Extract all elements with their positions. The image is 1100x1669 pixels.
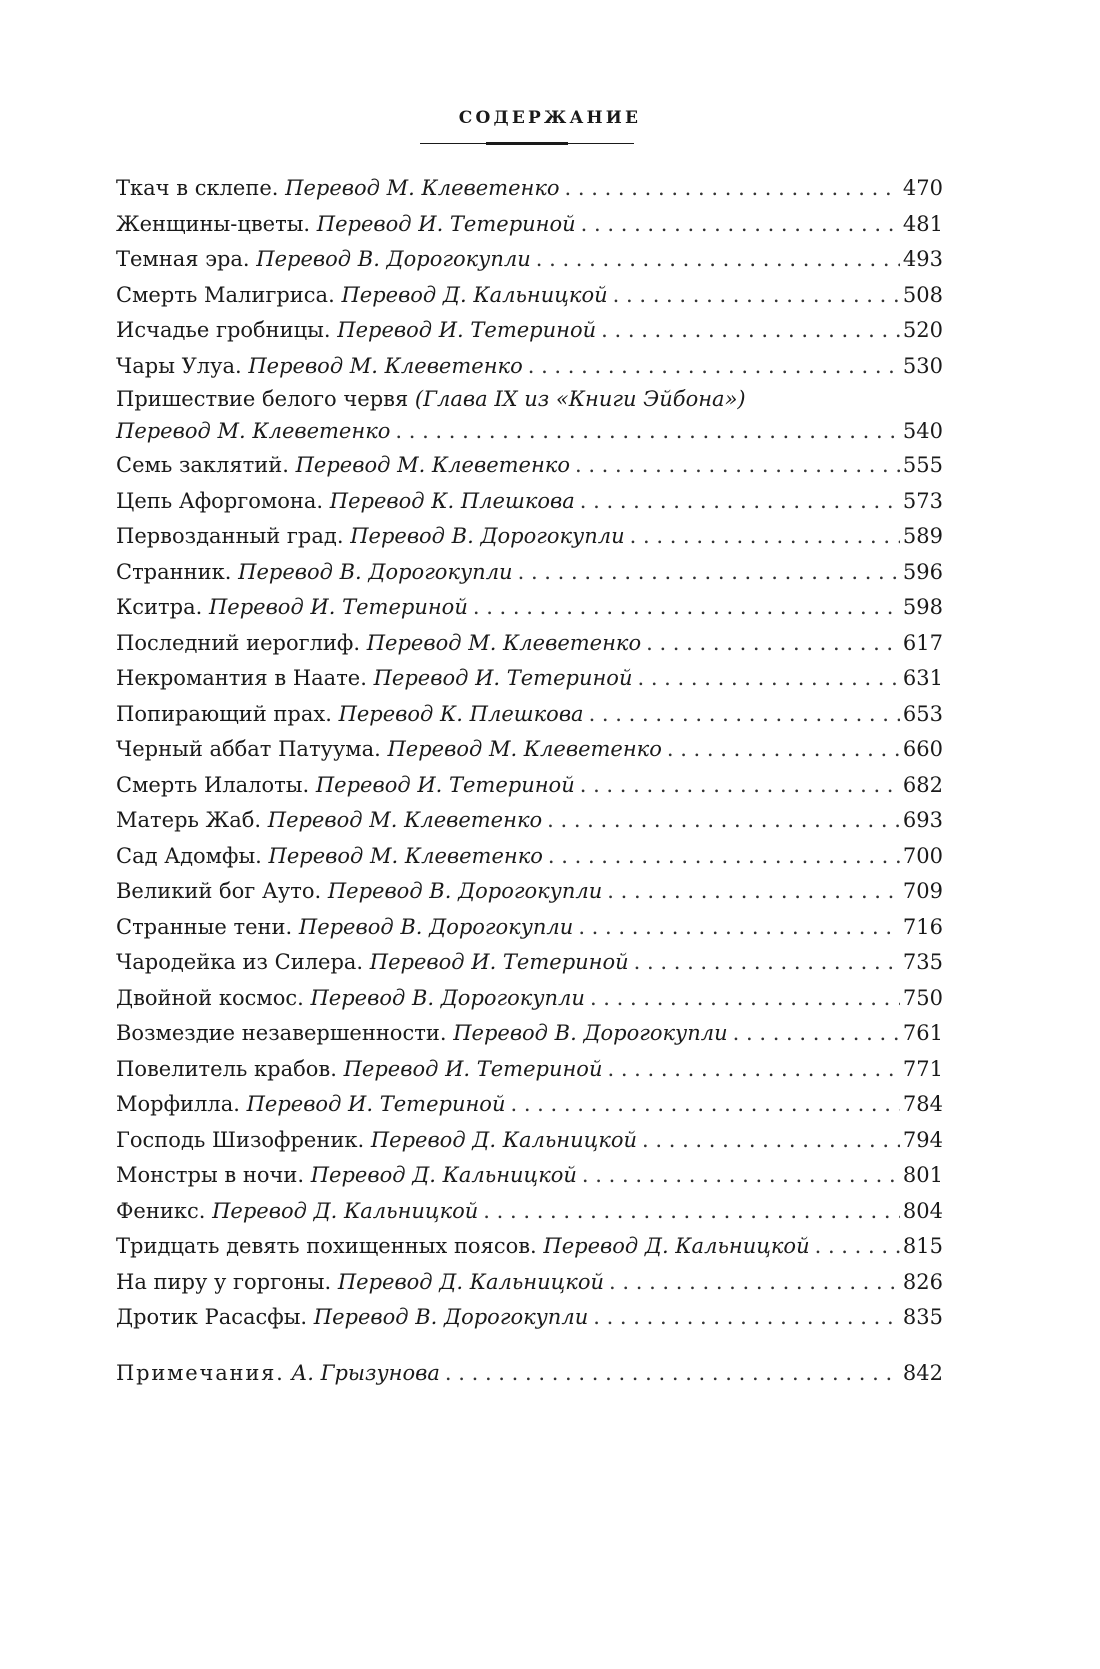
- toc-entry-title: Черный аббат Патуума.: [116, 737, 381, 761]
- toc-entry-translator: Перевод Д. Кальницкой: [310, 1163, 577, 1187]
- toc-entry-leader: [548, 839, 900, 875]
- toc-entry-notes[interactable]: [116, 1356, 943, 1392]
- toc-entry-leader: [630, 519, 900, 555]
- toc-entry-title: Исчадье гробницы.: [116, 318, 331, 342]
- toc-entry[interactable]: [116, 555, 943, 591]
- toc-entry-translator: Перевод Д. Кальницкой: [337, 1269, 605, 1294]
- toc-entry-title: Тридцать девять похищенных поясов.: [116, 1234, 537, 1258]
- toc-entry[interactable]: [116, 171, 943, 207]
- toc-entry-page: 598: [902, 595, 943, 619]
- toc-entry-translator: Перевод И. Тетериной: [246, 1092, 506, 1116]
- toc-entry-leader: [607, 1052, 899, 1088]
- toc-entry[interactable]: [116, 448, 943, 484]
- toc-entry-leader: [601, 313, 900, 349]
- toc-entry-page: 804: [902, 1198, 943, 1223]
- toc-entry-title: Дротик Расасфы.: [116, 1305, 308, 1329]
- toc-entry-title: Последний иероглиф.: [116, 630, 361, 655]
- toc-entry-page: 493: [902, 247, 943, 271]
- toc-entry-page: 573: [902, 488, 943, 513]
- toc-entry-title: Некромантия в Наате.: [116, 666, 367, 690]
- toc-entry-leader: [607, 874, 900, 910]
- toc-entry-page: 617: [902, 630, 943, 655]
- toc-entry-translator: Перевод В. Дорогокупли: [298, 914, 574, 939]
- toc-entry-page: 801: [902, 1163, 943, 1187]
- toc-entry-leader: [634, 945, 900, 981]
- toc-entry[interactable]: [116, 313, 943, 349]
- toc-entry-page: 596: [902, 559, 943, 584]
- toc-entry-leader: [582, 1158, 900, 1194]
- toc-entry-page: 771: [902, 1056, 943, 1081]
- toc-entry[interactable]: [116, 1052, 943, 1088]
- toc-entry-page: 815: [902, 1234, 943, 1258]
- toc-entry[interactable]: [116, 1016, 943, 1052]
- toc-entry-leader: [613, 278, 900, 314]
- toc-entry-translator: Перевод М. Клеветенко: [366, 630, 642, 655]
- toc-entry-page: 520: [902, 318, 943, 342]
- toc-entry-page: 555: [902, 453, 943, 477]
- toc-entry-title: Великий бог Ауто.: [116, 879, 322, 903]
- toc-entry-title: Монстры в ночи.: [116, 1163, 305, 1187]
- toc-entry-title: Цепь Афоргомона.: [116, 488, 324, 513]
- toc-entry-leader: [445, 1356, 900, 1392]
- toc-entry-translator: Перевод И. Тетериной: [208, 595, 468, 619]
- toc-entry-title: Смерть Малигриса.: [116, 282, 335, 307]
- toc-entry-title: Ткач в склепе.: [116, 176, 279, 200]
- toc-entry-translator: Перевод М. Клеветенко: [268, 843, 543, 868]
- toc-entry-translator: Перевод И. Тетериной: [316, 211, 576, 236]
- toc-entry-title: Двойной космос.: [116, 985, 304, 1010]
- toc-entry-page: 835: [902, 1305, 943, 1329]
- toc-entry-translator: Перевод К. Плешкова: [338, 701, 584, 726]
- toc-entry-page: 530: [902, 353, 943, 378]
- toc-entry-translator: Перевод И. Тетериной: [315, 772, 575, 797]
- toc-entry-leader: [395, 414, 900, 448]
- toc-entry-leader: [589, 697, 900, 733]
- toc-entry-translator: Перевод М. Клеветенко: [267, 808, 543, 832]
- toc-entry[interactable]: [116, 1194, 943, 1230]
- toc-entry-page: 716: [902, 914, 943, 939]
- toc-entry-title: Феникс.: [116, 1198, 206, 1223]
- toc-entry[interactable]: [116, 349, 943, 385]
- toc-entry[interactable]: [116, 484, 943, 520]
- toc-entry-page: 589: [902, 524, 943, 548]
- toc-entry[interactable]: [116, 626, 943, 662]
- toc-entry-page: 794: [902, 1127, 943, 1152]
- toc-entry-page: 709: [902, 879, 943, 903]
- toc-entry-leader: [483, 1194, 900, 1230]
- toc-notes-author: А. Грызунова: [291, 1360, 440, 1385]
- toc-entry-page: 761: [902, 1021, 943, 1045]
- toc-entry-page: 508: [902, 282, 943, 307]
- toc-entry-leader: [580, 768, 900, 804]
- toc-entry-translator: Перевод М. Клеветенко: [295, 453, 570, 477]
- toc-entry-leader: [580, 484, 900, 520]
- toc-entry-leader: [667, 732, 900, 768]
- toc-entry-translator: Перевод Д. Кальницкой: [212, 1198, 479, 1223]
- toc-entry-leader: [518, 555, 900, 591]
- toc-entry-page: 750: [902, 985, 943, 1010]
- toc-entry-title: Кситра.: [116, 595, 203, 619]
- toc-entry-leader: [578, 910, 900, 946]
- toc-entry-title: Смерть Илалоты.: [116, 772, 310, 797]
- toc-entry-leader: [590, 981, 900, 1017]
- toc-entry-title: Чары Улуа.: [116, 353, 242, 378]
- toc-entry-translator: Перевод В. Дорогокупли: [453, 1021, 728, 1045]
- toc-entry-leader: [646, 626, 900, 662]
- toc-entry[interactable]: [116, 874, 943, 910]
- table-of-contents: [116, 171, 943, 1391]
- heading-rule-accent: [486, 142, 568, 145]
- page-heading: СОДЕРЖАНИЕ: [458, 108, 642, 128]
- toc-entry[interactable]: [116, 661, 943, 697]
- toc-entry-translator: Перевод Д. Кальницкой: [341, 282, 608, 307]
- toc-entry[interactable]: [116, 1158, 943, 1194]
- toc-entry[interactable]: [116, 1123, 943, 1159]
- toc-entry-translator: Перевод М. Клеветенко: [248, 353, 523, 378]
- toc-entry-leader: [510, 1087, 899, 1123]
- toc-entry-translator: Перевод И. Тетериной: [337, 318, 597, 342]
- toc-entry-leader: [581, 207, 900, 243]
- notes-spacer: [116, 1336, 943, 1356]
- toc-entry[interactable]: [116, 768, 943, 804]
- toc-entry-translator: Перевод М. Клеветенко: [387, 737, 662, 761]
- toc-entry-page: 826: [902, 1269, 943, 1294]
- toc-notes-page: 842: [902, 1360, 943, 1385]
- toc-entry-title: Сад Адомфы.: [116, 843, 262, 868]
- toc-entry[interactable]: [116, 1265, 943, 1301]
- toc-entry-title: Повелитель крабов.: [116, 1056, 337, 1081]
- toc-entry[interactable]: [116, 945, 943, 981]
- toc-entry-leader: [536, 242, 900, 278]
- toc-entry-title: Господь Шизофреник.: [116, 1127, 365, 1152]
- toc-entry[interactable]: [116, 519, 943, 555]
- toc-entry-page: 700: [902, 843, 943, 868]
- toc-entry-translator: Перевод В. Дорогокупли: [313, 1305, 589, 1329]
- toc-entry[interactable]: [116, 981, 943, 1017]
- toc-entry[interactable]: [116, 1087, 943, 1123]
- toc-entry-leader: [609, 1265, 900, 1301]
- toc-entry-translator: Перевод И. Тетериной: [343, 1056, 603, 1081]
- toc-entry[interactable]: [116, 384, 943, 448]
- toc-entry-page: 470: [902, 176, 943, 200]
- toc-entry-page: 653: [902, 701, 943, 726]
- toc-entry-title: Чародейка из Силера.: [116, 950, 364, 974]
- toc-entry-title: Попирающий прах.: [116, 701, 332, 726]
- toc-entry-subtitle: (Глава IX из «Книги Эйбона»): [414, 387, 746, 411]
- toc-entry-title: На пиру у горгоны.: [116, 1269, 332, 1294]
- toc-entry-leader: [815, 1229, 900, 1265]
- toc-entry-title: Первозданный град.: [116, 524, 344, 548]
- toc-entry[interactable]: [116, 697, 943, 733]
- toc-entry-page: 693: [902, 808, 943, 832]
- toc-entry-translator: Перевод В. Дорогокупли: [310, 985, 585, 1010]
- toc-entry-title: Темная эра.: [116, 247, 250, 271]
- toc-entry-translator: Перевод В. Дорогокупли: [350, 524, 625, 548]
- toc-entry-title: Возмездие незавершенности.: [116, 1021, 447, 1045]
- toc-entry-page: 784: [902, 1092, 943, 1116]
- toc-entry-page: 682: [902, 772, 943, 797]
- toc-entry[interactable]: [116, 1229, 943, 1265]
- toc-entry-translator: Перевод В. Дорогокупли: [327, 879, 603, 903]
- toc-entry[interactable]: [116, 590, 943, 626]
- toc-entry[interactable]: [116, 278, 943, 314]
- toc-entry-page: 481: [902, 211, 943, 236]
- toc-entry-translator: Перевод Д. Кальницкой: [543, 1234, 810, 1258]
- toc-entry-leader: [593, 1300, 900, 1336]
- toc-entry-leader: [575, 448, 900, 484]
- toc-entry-title: Семь заклятий.: [116, 453, 289, 477]
- toc-entry-title: Странные тени.: [116, 914, 293, 939]
- toc-entry[interactable]: [116, 803, 943, 839]
- toc-entry-translator: Перевод Д. Кальницкой: [370, 1127, 638, 1152]
- toc-entry-page: 631: [902, 666, 943, 690]
- toc-entry-leader: [733, 1016, 900, 1052]
- toc-entry[interactable]: [116, 732, 943, 768]
- toc-entry-page: 735: [902, 950, 943, 974]
- toc-entry-leader: [565, 171, 900, 207]
- toc-entry-leader: [547, 803, 900, 839]
- toc-entry-translator: Перевод И. Тетериной: [369, 950, 629, 974]
- toc-entry-translator: Перевод М. Клеветенко: [116, 419, 391, 443]
- toc-entry[interactable]: [116, 910, 943, 946]
- toc-entry-page: 660: [902, 737, 943, 761]
- toc-entry-leader: [473, 590, 900, 626]
- toc-entry-title: Странник.: [116, 559, 232, 584]
- toc-entry-translator: Перевод И. Тетериной: [373, 666, 633, 690]
- toc-entry-title: Женщины-цветы.: [116, 211, 311, 236]
- toc-notes-title: Примечания.: [116, 1360, 285, 1385]
- toc-entry-translator: Перевод М. Клеветенко: [285, 176, 560, 200]
- toc-entry-translator: Перевод В. Дорогокупли: [238, 559, 513, 584]
- toc-entry-title: Пришествие белого червя: [116, 387, 409, 411]
- toc-entry-page: 540: [902, 419, 943, 443]
- toc-entry-leader: [528, 349, 900, 385]
- toc-entry-translator: Перевод К. Плешкова: [329, 488, 575, 513]
- toc-entry-title: Морфилла.: [116, 1092, 240, 1116]
- toc-entry-leader: [637, 661, 899, 697]
- toc-entry-leader: [642, 1123, 900, 1159]
- toc-entry[interactable]: [116, 207, 943, 243]
- toc-entry[interactable]: [116, 242, 943, 278]
- toc-entry[interactable]: [116, 839, 943, 875]
- toc-entry[interactable]: [116, 1300, 943, 1336]
- toc-entry-translator: Перевод В. Дорогокупли: [256, 247, 531, 271]
- toc-entry-title: Матерь Жаб.: [116, 808, 262, 832]
